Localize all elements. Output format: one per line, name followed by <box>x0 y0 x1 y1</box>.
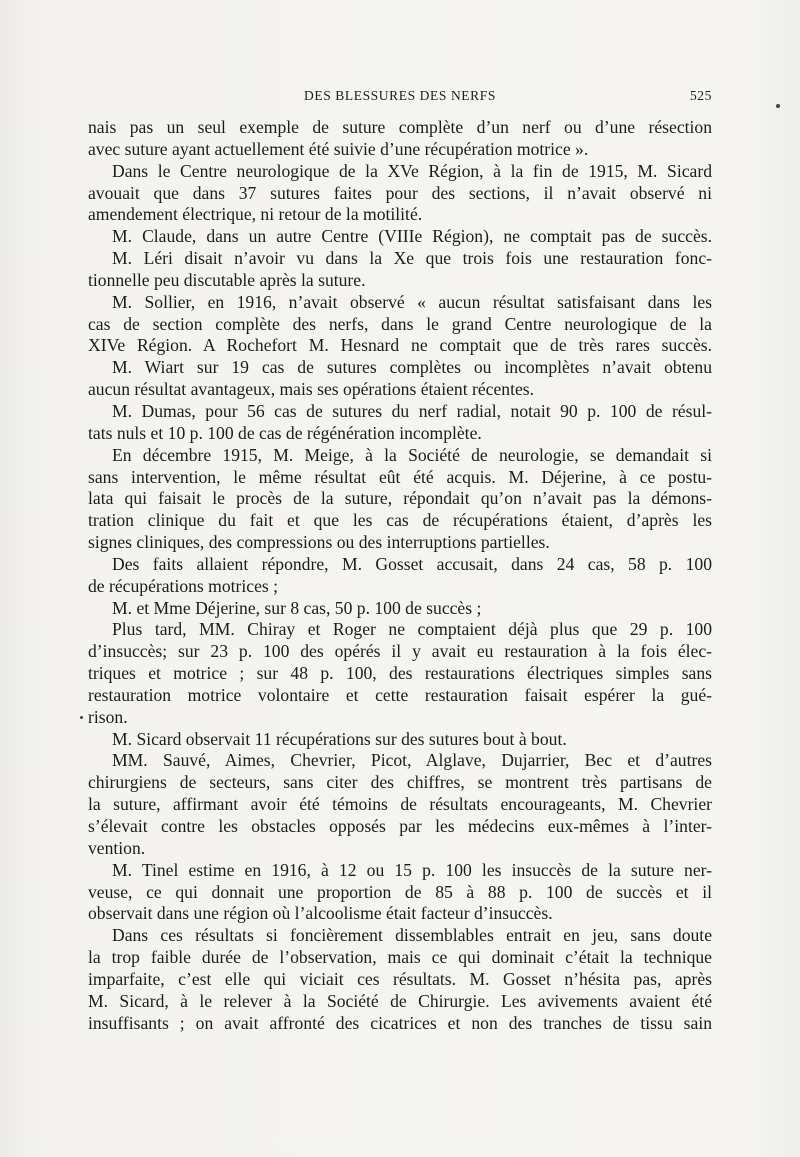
text-line: s’élevait contre les obstacles opposés par les médecins eux-mêmes à l’inter- <box>88 816 712 836</box>
text-line: nais pas un seul exemple de suture complète d’un nerf ou d’une résection <box>88 117 712 137</box>
text-line: M. Claude, dans un autre Centre (VIIIe Région), ne comptait pas de succès. <box>112 226 712 247</box>
text-line: la suture, affirmant avoir été témoins de résultats encourageants, M. Chevrier <box>88 794 712 815</box>
running-header <box>88 88 712 108</box>
text-line: M. Sollier, en 1916, n’avait observé « aucun résultat satisfaisant dans les <box>112 291 712 312</box>
text-line: tionnelle peu discutable après la suture. <box>88 269 366 290</box>
print-speck <box>80 716 83 719</box>
text-line: Dans ces résultats si foncièrement dissemblables entrait en jeu, sans doute <box>112 925 712 946</box>
text-line: sans intervention, le même résultat eût été acquis. M. Déjerine, à ce postu- <box>88 466 712 487</box>
text-line: triques et motrice ; sur 48 p. 100, des restaurations électriques simples sans <box>88 663 712 684</box>
print-speck <box>776 104 780 108</box>
text-line: la trop faible durée de l’observation, mais ce qui dominait c’était la technique <box>88 947 712 968</box>
text-line: d’insuccès; sur 23 p. 100 des opérés il y avait eu restauration à la fois élec- <box>88 641 712 662</box>
text-line: Dans le Centre neurologique de la XVe Région, à la fin de 1915, M. Sicard <box>112 160 712 181</box>
text-line: tration clinique du fait et que les cas de récupérations étaient, d’après les <box>88 510 712 531</box>
text-line: insuffisants ; on avait affronté des cicatrices et non des tranches de tissu sain <box>88 1012 712 1033</box>
running-title: DES BLESSURES DES NERFS <box>304 88 496 103</box>
text-line: avec suture ayant actuellement été suivie d’une récupération motrice ». <box>88 138 589 159</box>
text-line: avouait que dans 37 sutures faites pour des sections, il n’avait observé ni <box>88 182 712 203</box>
text-line: restauration motrice volontaire et cette restauration faisait espérer la gué- <box>88 684 712 705</box>
text-line: veuse, ce qui donnait une proportion de 85 à 88 p. 100 de succès et il <box>88 881 712 902</box>
text-line: imparfaite, c’est elle qui viciait ces résultats. M. Gosset n’hésita pas, après <box>88 968 712 989</box>
text-line: amendement électrique, ni retour de la motilité. <box>88 204 423 225</box>
text-line: Plus tard, MM. Chiray et Roger ne comptaient déjà plus que 29 p. 100 <box>112 619 712 640</box>
text-line: lata qui faisait le procès de la suture, répondait qu’on n’avait pas la démons- <box>88 488 712 509</box>
text-line: M. et Mme Déjerine, sur 8 cas, 50 p. 100 de succès ; <box>112 597 482 618</box>
page-number: 525 <box>689 88 712 103</box>
text-line: M. Dumas, pour 56 cas de sutures du nerf radial, notait 90 p. 100 de résul- <box>112 400 712 421</box>
text-line: En décembre 1915, M. Meige, à la Société de neurologie, se demandait si <box>112 444 712 465</box>
text-line: M. Wiart sur 19 cas de sutures complètes ou incomplètes n’avait obtenu <box>112 357 712 378</box>
text-line: XIVe Région. A Rochefort M. Hesnard ne comptait que de très rares succès. <box>88 335 712 356</box>
text-line: aucun résultat avantageux, mais ses opérations étaient récentes. <box>88 379 535 400</box>
text-line: de récupérations motrices ; <box>88 575 279 596</box>
body-text <box>88 117 712 1034</box>
text-line: cas de section complète des nerfs, dans le grand Centre neurologique de la <box>88 313 712 334</box>
text-line: signes cliniques, des compressions ou des interruptions partielles. <box>88 532 550 553</box>
text-line: M. Sicard, à le relever à la Société de Chirurgie. Les avivements avaient été <box>88 990 712 1011</box>
text-line: rison. <box>88 706 128 727</box>
text-line: M. Léri disait n’avoir vu dans la Xe que trois fois une restauration fonc- <box>112 248 712 269</box>
text-line: tats nuls et 10 p. 100 de cas de régénération incomplète. <box>88 422 482 443</box>
text-line: vention. <box>88 837 146 858</box>
text-line: MM. Sauvé, Aimes, Chevrier, Picot, Alglave, Dujarrier, Bec et d’autres <box>112 750 712 771</box>
text-line: Des faits allaient répondre, M. Gosset accusait, dans 24 cas, 58 p. 100 <box>112 553 712 574</box>
text-line: M. Sicard observait 11 récupérations sur des sutures bout à bout. <box>112 728 567 749</box>
text-line: observait dans une région où l’alcoolisme était facteur d’insuccès. <box>88 903 553 924</box>
text-line: M. Tinel estime en 1916, à 12 ou 15 p. 100 les insuccès de la suture ner- <box>112 859 712 880</box>
text-line: chirurgiens de secteurs, sans citer des chiffres, se montrent très partisans de <box>88 772 712 793</box>
